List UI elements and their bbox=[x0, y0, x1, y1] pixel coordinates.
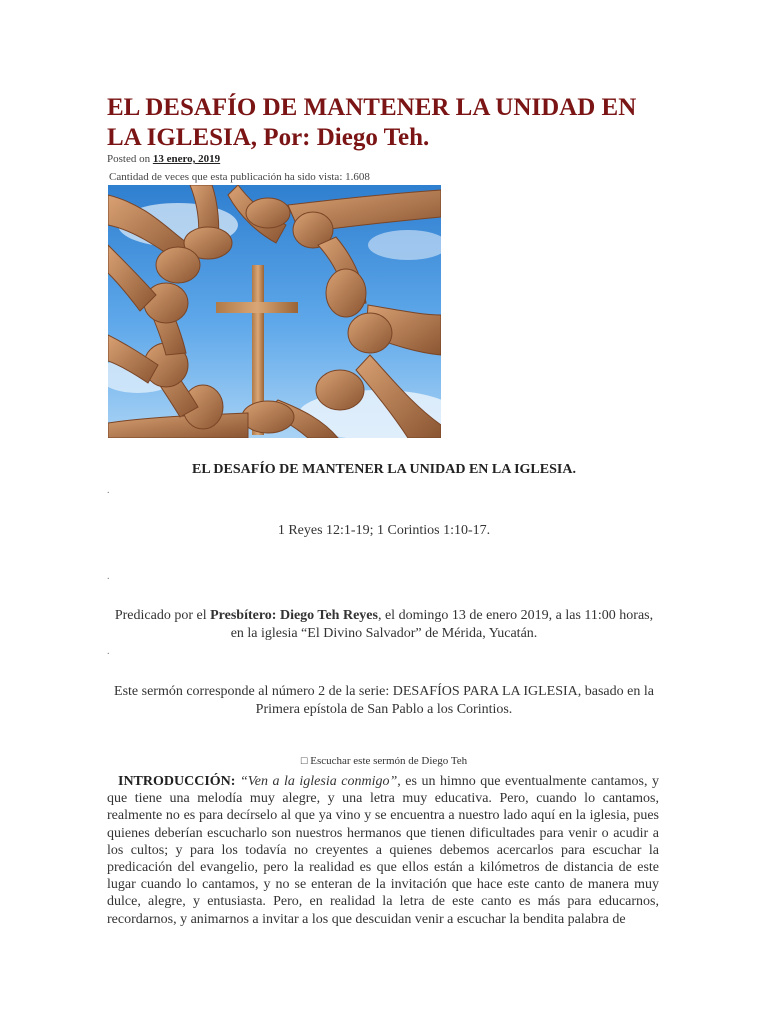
hands-circle-cross-image bbox=[108, 185, 441, 438]
intro-label: INTRODUCCIÓN: bbox=[118, 774, 236, 789]
view-count: Cantidad de veces que esta publicación ha sido vista: 1.608 bbox=[109, 171, 370, 183]
audio-icon: □ bbox=[300, 755, 308, 767]
listen-label: Escuchar este sermón de Diego Teh bbox=[310, 755, 468, 767]
preacher-name: Presbítero: Diego Teh Reyes bbox=[210, 608, 378, 623]
separator-dot: . bbox=[107, 646, 110, 657]
listen-link[interactable] bbox=[0, 755, 768, 767]
scripture-references: 1 Reyes 12:1-19; 1 Corintios 1:10-17. bbox=[277, 523, 491, 538]
preached-prefix: Predicado por el bbox=[114, 608, 211, 623]
intro-text: , es un himno que eventualmente cantamos, y que tiene una melodía muy alegre, y una letra muy educativa. Pero, cuando lo cantamos, realmente no es para decírselo al que ya vino y se encuentra a nuestro lado aquí en la iglesia, pues quienes deberían escucharlo son nuestros hermanos que tienen dificultades para venir o acudir a los cultos; y para los todavía no creyentes a quienes debemos acercarlos para escuchar la predicación del evangelio, pero la realidad es que ellos están a kilómetros de distancia de este lugar cuando lo cantamos, y no se enteran de la invitación que hace este canto de manera muy dulce, alegre, y entusiasta. Pero, en realidad la letra de este canto es más para educarnos, recordarnos, y animarnos a invitar a los que descuidan venir a escuchar la bendita palabra de bbox=[107, 774, 659, 927]
series-paragraph: Este sermón corresponde al número 2 de la serie: DESAFÍOS PARA LA IGLESIA, basado en la Primera epístola de San Pablo a los Corintios. bbox=[114, 684, 654, 717]
post-title: EL DESAFÍO DE MANTENER LA UNIDAD EN LA IGLESIA, Por: Diego Teh. bbox=[107, 94, 637, 151]
separator-dot: . bbox=[107, 485, 110, 496]
posted-label: Posted on bbox=[107, 153, 151, 165]
posted-date-link[interactable]: 13 enero, 2019 bbox=[152, 153, 221, 165]
post-meta bbox=[107, 153, 220, 165]
separator-dot: . bbox=[107, 571, 110, 582]
preached-by-paragraph bbox=[110, 607, 658, 643]
intro-quote: “Ven a la iglesia conmigo” bbox=[239, 774, 398, 789]
preached-details: , el domingo 13 de enero 2019, a las 11:00 horas, en la iglesia “El Divino Salvador” de Mérida, Yucatán. bbox=[230, 608, 654, 641]
introduction-paragraph bbox=[107, 773, 659, 928]
sermon-heading: EL DESAFÍO DE MANTENER LA UNIDAD EN LA IGLESIA. bbox=[192, 462, 576, 477]
